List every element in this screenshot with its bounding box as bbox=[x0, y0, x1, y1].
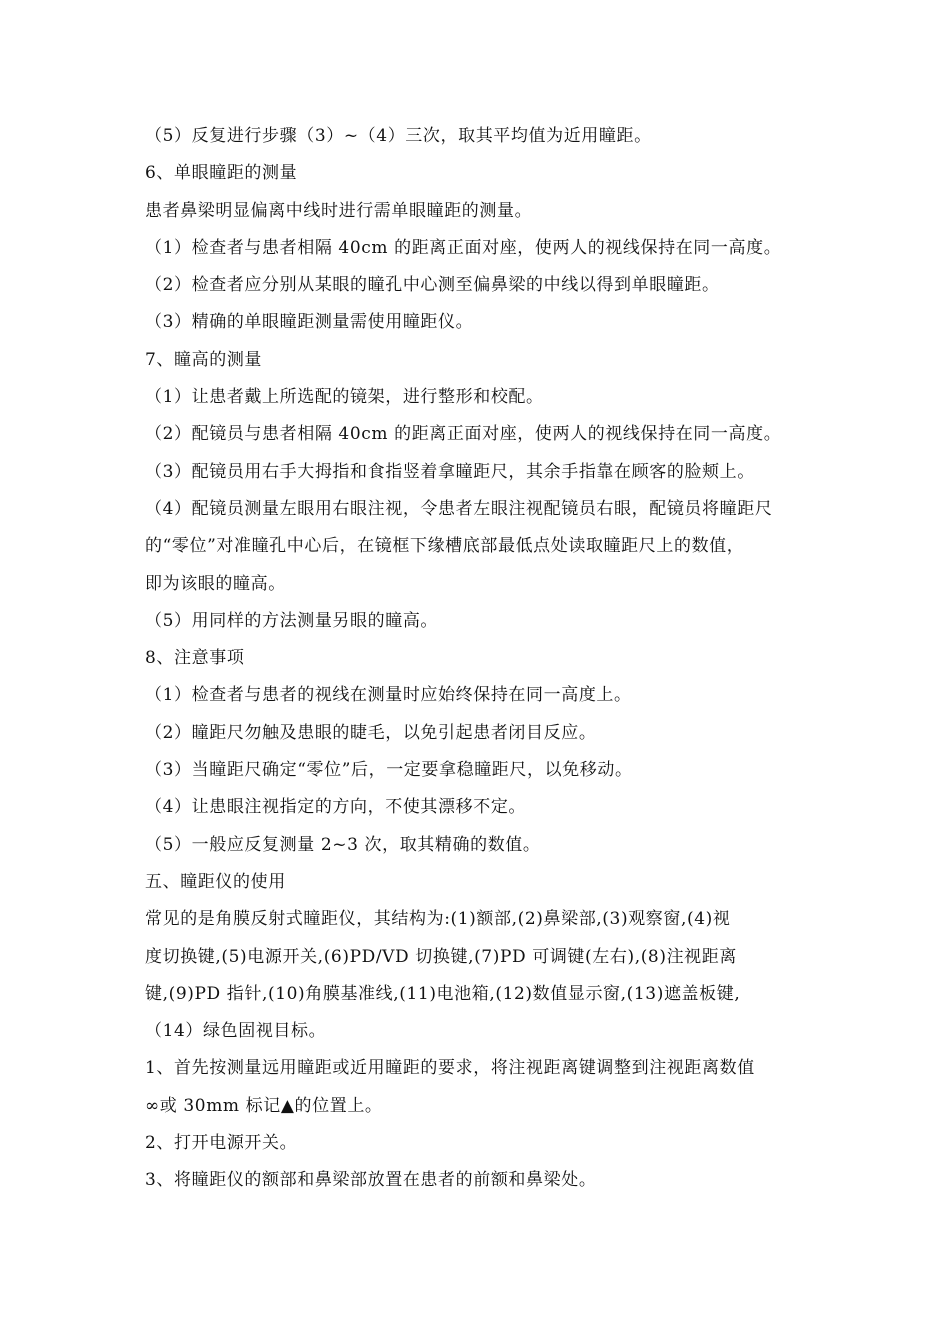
text-line: （5）用同样的方法测量另眼的瞳高。 bbox=[145, 610, 439, 631]
text-line: ∞或 30mm 标记▲的位置上。 bbox=[145, 1095, 383, 1116]
text-line: 即为该眼的瞳高。 bbox=[145, 573, 286, 594]
text-line: 2、打开电源开关。 bbox=[145, 1133, 298, 1154]
text-line: 常见的是角膜反射式瞳距仪，其结构为:(1)额部,(2)鼻梁部,(3)观察窗,(4)视 bbox=[145, 909, 731, 930]
text-line: 的“零位”对准瞳孔中心后，在镜框下缘槽底部最低点处读取瞳距尺上的数值， bbox=[145, 536, 745, 557]
text-line: （1）检查者与患者相隔 40cm 的距离正面对座，使两人的视线保持在同一高度。 bbox=[145, 237, 782, 258]
section-heading: 五、瞳距仪的使用 bbox=[145, 871, 286, 892]
text-line: 患者鼻梁明显偏离中线时进行需单眼瞳距的测量。 bbox=[145, 200, 533, 221]
text-line: 3、将瞳距仪的额部和鼻梁部放置在患者的前额和鼻梁处。 bbox=[145, 1170, 597, 1191]
section-heading: 6、单眼瞳距的测量 bbox=[145, 163, 298, 184]
text-line: （3）精确的单眼瞳距测量需使用瞳距仪。 bbox=[145, 312, 474, 333]
text-line: （4）让患眼注视指定的方向，不使其漂移不定。 bbox=[145, 797, 527, 818]
text-line: （5）一般应反复测量 2~3 次，取其精确的数值。 bbox=[145, 834, 541, 855]
section-heading: 7、瞳高的测量 bbox=[145, 349, 263, 370]
text-line: （4）配镜员测量左眼用右眼注视，令患者左眼注视配镜员右眼，配镜员将瞳距尺 bbox=[145, 498, 773, 519]
text-line: （2）检查者应分别从某眼的瞳孔中心测至偏鼻梁的中线以得到单眼瞳距。 bbox=[145, 275, 720, 296]
text-line: （2）配镜员与患者相隔 40cm 的距离正面对座，使两人的视线保持在同一高度。 bbox=[145, 424, 782, 445]
text-line: （1）检查者与患者的视线在测量时应始终保持在同一高度上。 bbox=[145, 685, 632, 706]
text-line: 度切换键,(5)电源开关,(6)PD/VD 切换键,(7)PD 可调键(左右),(8)注视距离 bbox=[145, 946, 737, 967]
text-line: （2）瞳距尺勿触及患眼的睫毛，以免引起患者闭目反应。 bbox=[145, 722, 597, 743]
text-line: 键,(9)PD 指针,(10)角膜基准线,(11)电池箱,(12)数值显示窗,(13)遮盖板键, bbox=[145, 983, 741, 1004]
section-heading: 8、注意事项 bbox=[145, 648, 245, 669]
document-body bbox=[145, 118, 815, 1200]
text-line: （1）让患者戴上所选配的镜架，进行整形和校配。 bbox=[145, 387, 544, 408]
text-line: （5）反复进行步骤（3）~（4）三次，取其平均值为近用瞳距。 bbox=[145, 126, 652, 146]
text-line: （3）当瞳距尺确定“零位”后，一定要拿稳瞳距尺，以免移动。 bbox=[145, 760, 633, 781]
text-line: （3）配镜员用右手大拇指和食指竖着拿瞳距尺，其余手指靠在顾客的脸颊上。 bbox=[145, 461, 755, 482]
text-line: 1、首先按测量远用瞳距或近用瞳距的要求，将注视距离键调整到注视距离数值 bbox=[145, 1058, 755, 1079]
text-line: （14）绿色固视目标。 bbox=[145, 1021, 327, 1042]
